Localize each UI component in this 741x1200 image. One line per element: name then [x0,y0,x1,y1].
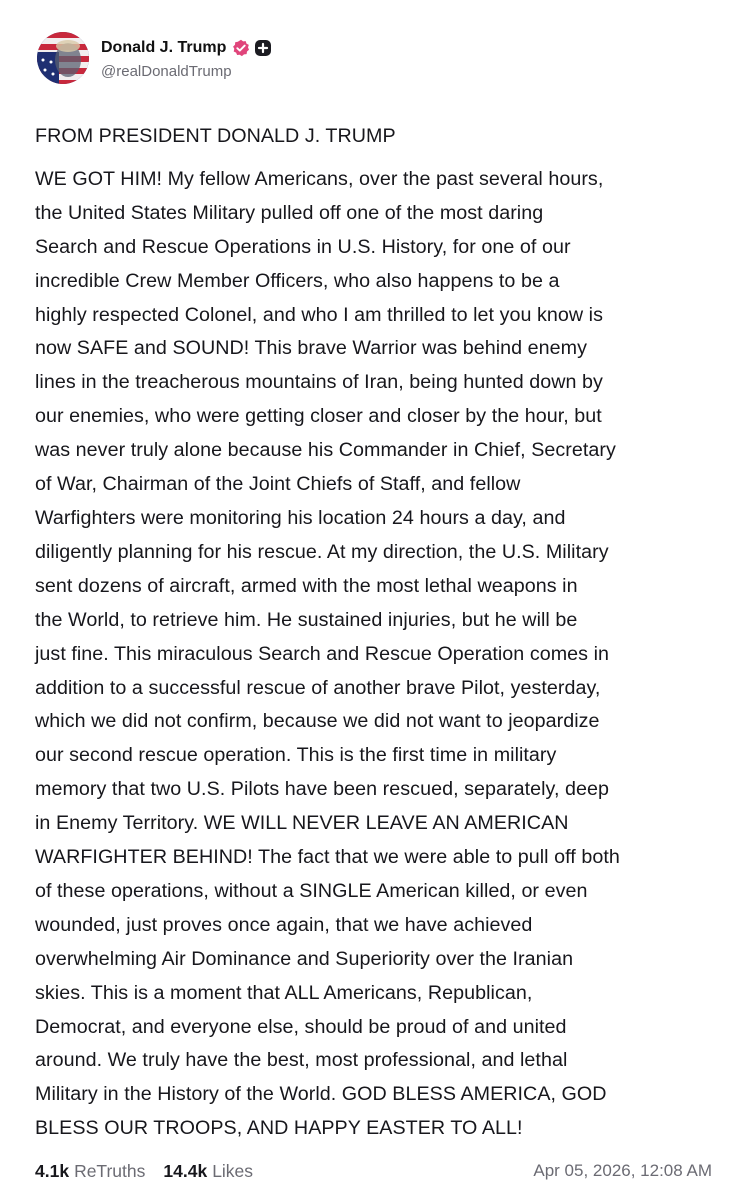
author-names [101,36,272,80]
avatar-image [37,32,89,84]
post-header [37,31,272,85]
retruths-count: 4.1k [35,1160,70,1181]
likes-count: 14.4k [163,1160,208,1181]
display-name[interactable]: Donald J. Trump [101,39,227,56]
post-heading: FROM PRESIDENT DONALD J. TRUMP [35,125,396,147]
post-timestamp[interactable]: Apr 05, 2026, 12:08 AM [533,1161,712,1180]
retruths-label: ReTruths [74,1160,146,1181]
author-handle[interactable]: @realDonaldTrump [101,63,232,80]
retruths-stat[interactable] [35,1161,145,1182]
name-row [101,36,272,60]
likes-stat[interactable] [163,1161,253,1182]
avatar[interactable] [37,32,89,84]
verified-badge-icon [232,39,250,57]
post-content [35,120,725,1146]
post-footer [35,1158,712,1184]
likes-label: Likes [212,1160,254,1181]
post-body: WE GOT HIM! My fellow Americans, over the past several hours, the United States Military pulled off one of the most daring Search and Rescue Operations in U.S. History, for one of our incredible Crew Member Officers, who also happens to be a highly respected Colonel, and who I am thrilled to let you know is now SAFE and SOUND! This brave Warrior was behind enemy lines in the treacherous mountains of Iran, being hunted down by our enemies, who were getting closer and closer by the hour, but was never truly alone because his Commander in Chief, Secretary of War, Chairman of the Joint Chiefs of Staff, and fellow Warfighters were monitoring his location 24 hours a day, and diligently planning for his rescue. At my direction, the U.S. Military sent dozens of aircraft, armed with the most lethal weapons in the World, to retrieve him. He sustained injuries, but he will be just fine. This miraculous Search and Rescue Operation comes in addition to a successful rescue of another brave Pilot, yesterday, which we did not confirm, because we did not want to jeopardize our second rescue operation. This is the first time in military memory that two U.S. Pilots have been rescued, separately, deep in Enemy Territory. WE WILL NEVER LEAVE AN AMERICAN WARFIGHTER BEHIND! The fact that we were able to pull off both of these operations, without a SINGLE American killed, or even wounded, just proves once again, that we have achieved overwhelming Air Dominance and Superiority over the Iranian skies. This is a moment that ALL Americans, Republican, Democrat, and everyone else, should be proud of and united around. We truly have the best, most professional, and lethal Military in the History of the World. GOD BLESS AMERICA, GOD BLESS OUR TROOPS, AND HAPPY EASTER TO ALL! [35,167,620,1140]
plus-icon [254,39,272,57]
